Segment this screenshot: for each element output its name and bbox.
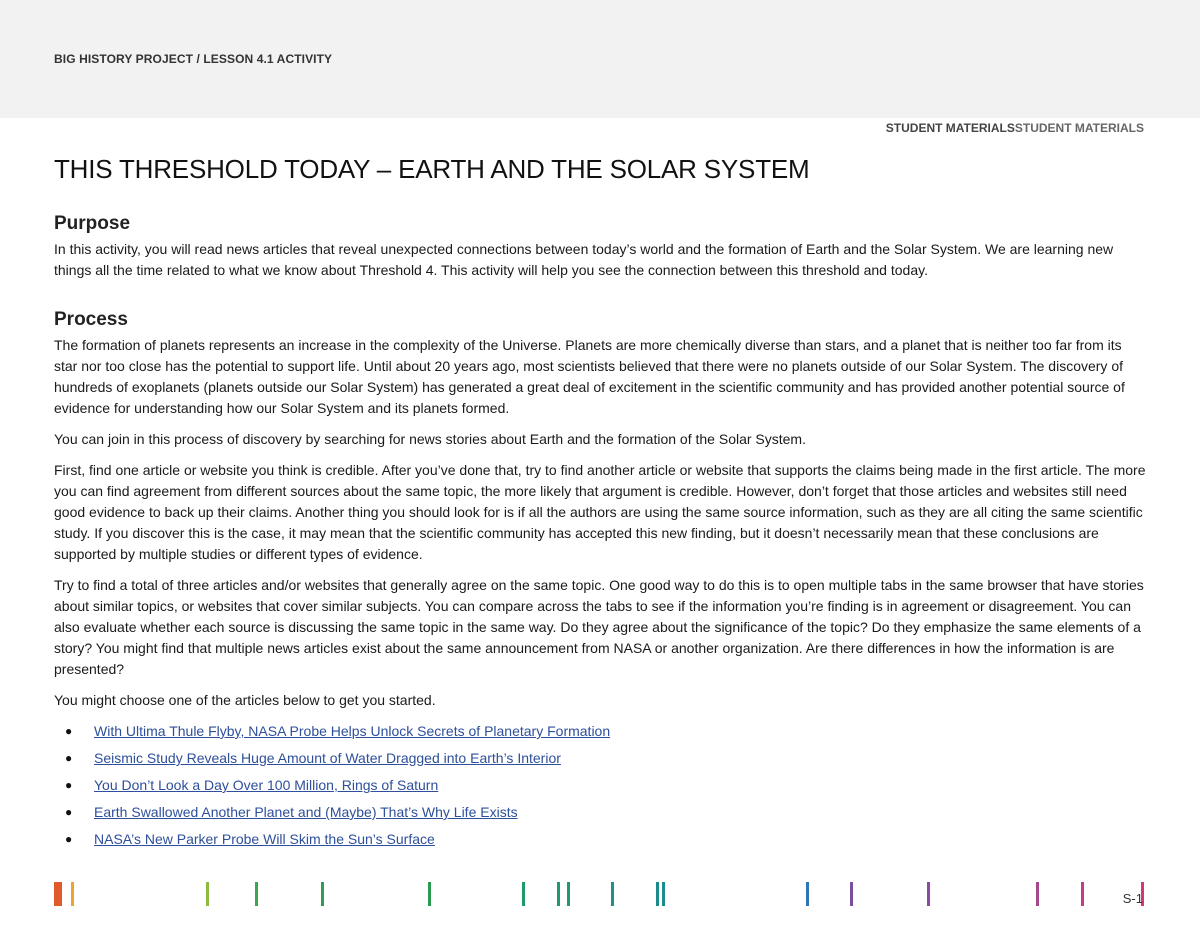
process-section xyxy=(54,309,1146,850)
materials-label-repeat: STUDENT MATERIALS xyxy=(1014,121,1144,135)
article-link[interactable]: Seismic Study Reveals Huge Amount of Water Dragged into Earth’s Interior xyxy=(94,750,561,766)
materials-label: STUDENT MATERIALS xyxy=(885,121,1015,135)
article-link[interactable]: Earth Swallowed Another Planet and (Maybe) That’s Why Life Exists xyxy=(94,804,518,820)
bullet-icon: ● xyxy=(65,778,73,792)
article-list xyxy=(54,721,1146,850)
purpose-heading: Purpose xyxy=(54,213,131,234)
list-item xyxy=(54,775,1146,796)
color-stripe xyxy=(611,882,614,906)
process-paragraph: You might choose one of the articles below to get you started. xyxy=(54,692,436,708)
threshold-color-bar xyxy=(0,882,1200,908)
process-heading: Process xyxy=(54,309,128,330)
color-stripe xyxy=(656,882,659,906)
color-stripe xyxy=(255,882,258,906)
color-stripe xyxy=(557,882,560,906)
list-item xyxy=(54,721,1146,742)
list-item xyxy=(54,829,1146,850)
color-stripe xyxy=(71,882,74,906)
color-stripe xyxy=(54,882,62,906)
process-paragraph: First, find one article or website you think is credible. After you’ve done that, try to find another article or website that supports the claims being made in the first article. The more you can find agreement from different sources about the same topic, the more likely that argument is credible. However, don’t forget that those articles and websites still need good evidence to back up their claims. Another thing you should look for is if all the authors are using the same source information, such as they are all citing the same scientific study. If you discover this is the case, it may mean that the scientific community has accepted this new finding, but it doesn’t necessarily mean that these conclusions are supported by multiple studies or different types of evidence. xyxy=(54,462,1146,562)
process-paragraph: Try to find a total of three articles and/or websites that generally agree on the same topic. One good way to do this is to open multiple tabs in the same browser that have stories about similar topics, or websites that cover similar subjects. You can compare across the tabs to see if the information you’re finding is in agreement or disagreement. You can also evaluate whether each source is discussing the same topic in the same way. Do they agree about the significance of the topic? Do they emphasize the same elements of a story? You might find that multiple news articles exist about the same announcement from NASA or another organization. Are there differences in how the information is are presented? xyxy=(54,577,1144,677)
color-stripe xyxy=(428,882,431,906)
article-link[interactable]: You Don’t Look a Day Over 100 Million, Rings of Saturn xyxy=(94,777,439,793)
process-paragraph: The formation of planets represents an increase in the complexity of the Universe. Planets are more chemically diverse than stars, and a planet that is neither too far from its star nor too close has the potential to support life. Until about 20 years ago, most scientists believed that there were no planets outside of our Solar System. The discovery of hundreds of exoplanets (planets outside our Solar System) has generated a great deal of excitement in the scientific community and has provided another potential source of evidence for understanding how our Solar System and its planets formed. xyxy=(54,337,1125,416)
main-content xyxy=(54,213,1146,856)
color-stripe xyxy=(321,882,324,906)
purpose-section xyxy=(54,213,1146,281)
list-item xyxy=(54,802,1146,823)
color-stripe xyxy=(206,882,209,906)
purpose-text: In this activity, you will read news articles that reveal unexpected connections between today’s world and the formation of Earth and the Solar System. We are learning new things all the time related to what we know about Threshold 4. This activity will help you see the connection between this threshold and today. xyxy=(54,241,1114,278)
color-stripe xyxy=(662,882,665,906)
color-stripe xyxy=(1081,882,1084,906)
bullet-icon: ● xyxy=(65,724,73,738)
list-item xyxy=(54,748,1146,769)
color-stripe xyxy=(927,882,930,906)
bullet-icon: ● xyxy=(65,832,73,846)
student-materials-label xyxy=(886,121,1144,135)
color-stripe xyxy=(806,882,809,906)
bullet-icon: ● xyxy=(65,805,73,819)
page-number: S-1 xyxy=(1122,891,1143,906)
page-title: THIS THRESHOLD TODAY – EARTH AND THE SOLAR SYSTEM xyxy=(54,154,810,184)
color-stripe xyxy=(567,882,570,906)
breadcrumb: BIG HISTORY PROJECT / LESSON 4.1 ACTIVITY xyxy=(54,52,333,66)
color-stripe xyxy=(1036,882,1039,906)
bullet-icon: ● xyxy=(65,751,73,765)
article-link[interactable]: NASA’s New Parker Probe Will Skim the Sun’s Surface xyxy=(94,831,435,847)
color-stripe xyxy=(522,882,525,906)
article-link[interactable]: With Ultima Thule Flyby, NASA Probe Helps Unlock Secrets of Planetary Formation xyxy=(94,723,611,739)
color-stripe xyxy=(850,882,853,906)
process-paragraph: You can join in this process of discovery by searching for news stories about Earth and the formation of the Solar System. xyxy=(54,431,806,447)
